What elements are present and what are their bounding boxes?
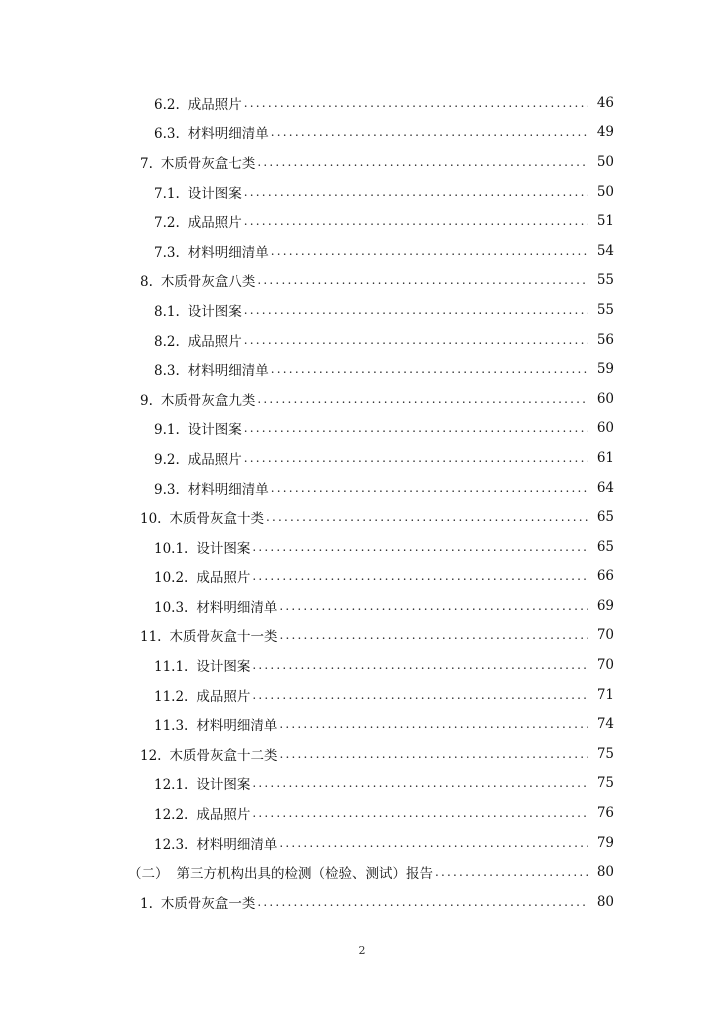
toc-entry-page: 71 bbox=[596, 686, 614, 703]
toc-entry-title: 材料明细清单 bbox=[187, 363, 269, 380]
toc-entry-page: 66 bbox=[596, 568, 614, 585]
toc-entry-number: 9.1. bbox=[154, 422, 180, 439]
toc-entry-page: 65 bbox=[596, 509, 614, 526]
toc-entry-label bbox=[154, 478, 269, 498]
dot-leader bbox=[252, 569, 588, 583]
toc-entry-label bbox=[154, 596, 277, 616]
dot-leader bbox=[252, 658, 588, 672]
toc-entry-page: 74 bbox=[596, 716, 614, 733]
toc-entry-page: 60 bbox=[596, 390, 614, 407]
toc-entry-number: 7.3. bbox=[154, 244, 180, 261]
toc-entry-number: 8.2. bbox=[154, 333, 180, 350]
toc-entry-number: 8. bbox=[140, 274, 153, 291]
dot-leader bbox=[257, 895, 588, 909]
toc-entry-label bbox=[154, 211, 242, 231]
dot-leader bbox=[257, 155, 588, 169]
toc-entry-label bbox=[140, 389, 255, 409]
toc-entry-label bbox=[140, 270, 255, 290]
toc-entry-number: 7. bbox=[140, 155, 153, 172]
toc-entry-label bbox=[154, 330, 242, 350]
toc-entry-title: 材料明细清单 bbox=[196, 718, 278, 735]
dot-leader bbox=[271, 481, 588, 495]
toc-entry-page: 70 bbox=[596, 657, 614, 674]
dot-leader bbox=[252, 540, 588, 554]
dot-leader bbox=[266, 510, 588, 524]
toc-entry-title: 木质骨灰盒九类 bbox=[160, 392, 256, 409]
toc-entry-page: 65 bbox=[596, 538, 614, 555]
toc-entry[interactable] bbox=[0, 828, 724, 858]
dot-leader bbox=[244, 333, 588, 347]
toc-entry-title: 木质骨灰盒一类 bbox=[160, 895, 256, 912]
dot-leader bbox=[257, 273, 588, 287]
toc-entry-number: 12.3. bbox=[154, 836, 189, 853]
toc-entry-title: 成品照片 bbox=[196, 688, 251, 705]
toc-entry-number: 9. bbox=[140, 392, 153, 409]
toc-entry-number: 8.3. bbox=[154, 363, 180, 380]
dot-leader bbox=[279, 747, 588, 761]
dot-leader bbox=[279, 836, 588, 850]
toc-entry-number: 10. bbox=[140, 511, 162, 528]
dot-leader bbox=[244, 421, 588, 435]
toc-entry-title: 材料明细清单 bbox=[187, 126, 269, 143]
toc-entry-label bbox=[154, 241, 269, 261]
toc-entry[interactable] bbox=[0, 621, 724, 651]
toc-entry-title: 第三方机构出具的检测（检验、测试）报告 bbox=[176, 866, 433, 883]
toc-entry-title: 木质骨灰盒十类 bbox=[169, 511, 264, 528]
toc-entry[interactable] bbox=[0, 295, 724, 325]
toc-entry[interactable] bbox=[0, 384, 724, 414]
dot-leader bbox=[271, 244, 588, 258]
toc-entry-page: 80 bbox=[596, 893, 614, 910]
toc-entry-number: 9.2. bbox=[154, 451, 180, 468]
dot-leader bbox=[244, 451, 588, 465]
toc-entry-title: 材料明细清单 bbox=[187, 481, 269, 498]
toc-entry-page: 70 bbox=[596, 627, 614, 644]
toc-entry-number: 8.1. bbox=[154, 303, 180, 320]
dot-leader bbox=[252, 806, 588, 820]
toc-entry-label bbox=[154, 537, 250, 557]
toc-entry-number: 11.1. bbox=[154, 659, 189, 676]
dot-leader bbox=[257, 392, 588, 406]
toc-entry-title: 设计图案 bbox=[196, 777, 251, 794]
toc-entry-number: 6.2. bbox=[154, 96, 180, 113]
dot-leader bbox=[244, 214, 588, 228]
toc-entry-label bbox=[154, 833, 277, 853]
toc-entry[interactable] bbox=[0, 325, 724, 355]
toc-entry-title: 成品照片 bbox=[187, 96, 242, 113]
toc-entry[interactable] bbox=[0, 857, 724, 887]
toc-entry[interactable] bbox=[0, 680, 724, 710]
toc-entry-title: 成品照片 bbox=[196, 570, 251, 587]
toc-entry-number: 10.3. bbox=[154, 599, 189, 616]
toc-entry-page: 46 bbox=[596, 94, 614, 111]
dot-leader bbox=[252, 776, 588, 790]
toc-entry-page: 69 bbox=[596, 597, 614, 614]
toc-entry-title: 设计图案 bbox=[187, 185, 242, 202]
toc-entry-title: 木质骨灰盒八类 bbox=[160, 274, 256, 291]
toc-entry-title: 成品照片 bbox=[187, 215, 242, 232]
toc-entry-label bbox=[154, 300, 242, 320]
toc-entry-page: 55 bbox=[596, 272, 614, 289]
toc-entry[interactable] bbox=[0, 562, 724, 592]
toc-entry-title: 材料明细清单 bbox=[187, 244, 269, 261]
toc-entry-label bbox=[154, 803, 250, 823]
toc-entry-label bbox=[140, 744, 277, 764]
toc-entry[interactable] bbox=[0, 206, 724, 236]
toc-entry-title: 设计图案 bbox=[187, 422, 242, 439]
toc-entry-page: 76 bbox=[596, 805, 614, 822]
toc-entry-label bbox=[154, 418, 242, 438]
toc-entry-number: 12.1. bbox=[154, 777, 189, 794]
page-number: 2 bbox=[358, 944, 366, 957]
toc-entry-number: 7.2. bbox=[154, 215, 180, 232]
toc-entry-number: （二） bbox=[128, 866, 169, 883]
toc-entry-number: 12.2. bbox=[154, 807, 189, 824]
toc-entry-number: 11.2. bbox=[154, 688, 189, 705]
toc-entry[interactable] bbox=[0, 502, 724, 532]
toc-entry[interactable] bbox=[0, 354, 724, 384]
toc-entry-label bbox=[154, 182, 242, 202]
toc-entry-number: 1. bbox=[140, 895, 153, 912]
toc-entry[interactable] bbox=[0, 443, 724, 473]
toc-entry-page: 61 bbox=[596, 449, 614, 466]
toc-entry-number: 9.3. bbox=[154, 481, 180, 498]
toc-entry-title: 材料明细清单 bbox=[196, 599, 278, 616]
toc-entry-page: 54 bbox=[596, 242, 614, 259]
toc-entry-label bbox=[140, 625, 277, 645]
toc-entry-page: 51 bbox=[596, 213, 614, 230]
toc-entry[interactable] bbox=[0, 709, 724, 739]
toc-entry[interactable] bbox=[0, 887, 724, 917]
toc-entry-title: 设计图案 bbox=[196, 659, 251, 676]
toc-entry-title: 成品照片 bbox=[196, 807, 251, 824]
dot-leader bbox=[435, 865, 588, 879]
toc-entry-label bbox=[154, 655, 250, 675]
toc-entry-page: 75 bbox=[596, 745, 614, 762]
toc-entry-page: 49 bbox=[596, 124, 614, 141]
dot-leader bbox=[252, 688, 588, 702]
toc-entry-number: 6.3. bbox=[154, 126, 180, 143]
toc-entry-number: 10.2. bbox=[154, 570, 189, 587]
dot-leader bbox=[271, 362, 588, 376]
toc-entry-page: 56 bbox=[596, 331, 614, 348]
toc-entry[interactable] bbox=[0, 266, 724, 296]
toc-entry-number: 7.1. bbox=[154, 185, 180, 202]
toc-entry[interactable] bbox=[0, 739, 724, 769]
toc-entry[interactable] bbox=[0, 147, 724, 177]
toc-entry-label bbox=[140, 507, 264, 527]
dot-leader bbox=[279, 599, 588, 613]
toc-entry-title: 木质骨灰盒十一类 bbox=[169, 629, 278, 646]
toc-entry-number: 10.1. bbox=[154, 540, 189, 557]
toc-entry-label bbox=[154, 566, 250, 586]
toc-entry-title: 成品照片 bbox=[187, 333, 242, 350]
toc-entry-title: 成品照片 bbox=[187, 451, 242, 468]
toc-entry-number: 12. bbox=[140, 747, 162, 764]
dot-leader bbox=[244, 303, 588, 317]
toc-entry-page: 50 bbox=[596, 183, 614, 200]
toc-entry-page: 55 bbox=[596, 301, 614, 318]
dot-leader bbox=[271, 125, 588, 139]
toc-entry-number: 11. bbox=[140, 629, 162, 646]
toc-entry-page: 59 bbox=[596, 361, 614, 378]
dot-leader bbox=[244, 185, 588, 199]
toc-entry[interactable] bbox=[0, 118, 724, 148]
toc-entry-page: 64 bbox=[596, 479, 614, 496]
toc-entry-page: 75 bbox=[596, 775, 614, 792]
toc-entry-number: 11.3. bbox=[154, 718, 189, 735]
toc-entry-page: 79 bbox=[596, 834, 614, 851]
toc-entry-page: 60 bbox=[596, 420, 614, 437]
toc-entry-label bbox=[154, 359, 269, 379]
toc-entry[interactable] bbox=[0, 473, 724, 503]
toc-entry-title: 设计图案 bbox=[196, 540, 251, 557]
table-of-contents bbox=[0, 88, 724, 917]
toc-entry-title: 材料明细清单 bbox=[196, 836, 278, 853]
toc-entry-label bbox=[140, 892, 255, 912]
toc-entry[interactable] bbox=[0, 769, 724, 799]
toc-entry[interactable] bbox=[0, 591, 724, 621]
toc-entry-label bbox=[154, 93, 242, 113]
toc-entry[interactable] bbox=[0, 414, 724, 444]
toc-entry-page: 80 bbox=[596, 864, 614, 881]
toc-entry-label bbox=[154, 448, 242, 468]
toc-entry[interactable] bbox=[0, 532, 724, 562]
toc-entry[interactable] bbox=[0, 798, 724, 828]
toc-entry[interactable] bbox=[0, 88, 724, 118]
dot-leader bbox=[244, 96, 588, 110]
toc-entry-label bbox=[154, 714, 277, 734]
dot-leader bbox=[279, 628, 588, 642]
toc-entry-title: 木质骨灰盒七类 bbox=[160, 155, 256, 172]
toc-entry-label bbox=[140, 152, 255, 172]
toc-entry-title: 木质骨灰盒十二类 bbox=[169, 747, 278, 764]
toc-entry-label bbox=[154, 122, 269, 142]
toc-entry-title: 设计图案 bbox=[187, 303, 242, 320]
toc-entry[interactable] bbox=[0, 177, 724, 207]
toc-entry[interactable] bbox=[0, 650, 724, 680]
toc-entry-label bbox=[154, 685, 250, 705]
dot-leader bbox=[279, 717, 588, 731]
toc-entry[interactable] bbox=[0, 236, 724, 266]
toc-entry-label bbox=[154, 773, 250, 793]
toc-entry-page: 50 bbox=[596, 153, 614, 170]
toc-entry-label bbox=[128, 862, 433, 882]
